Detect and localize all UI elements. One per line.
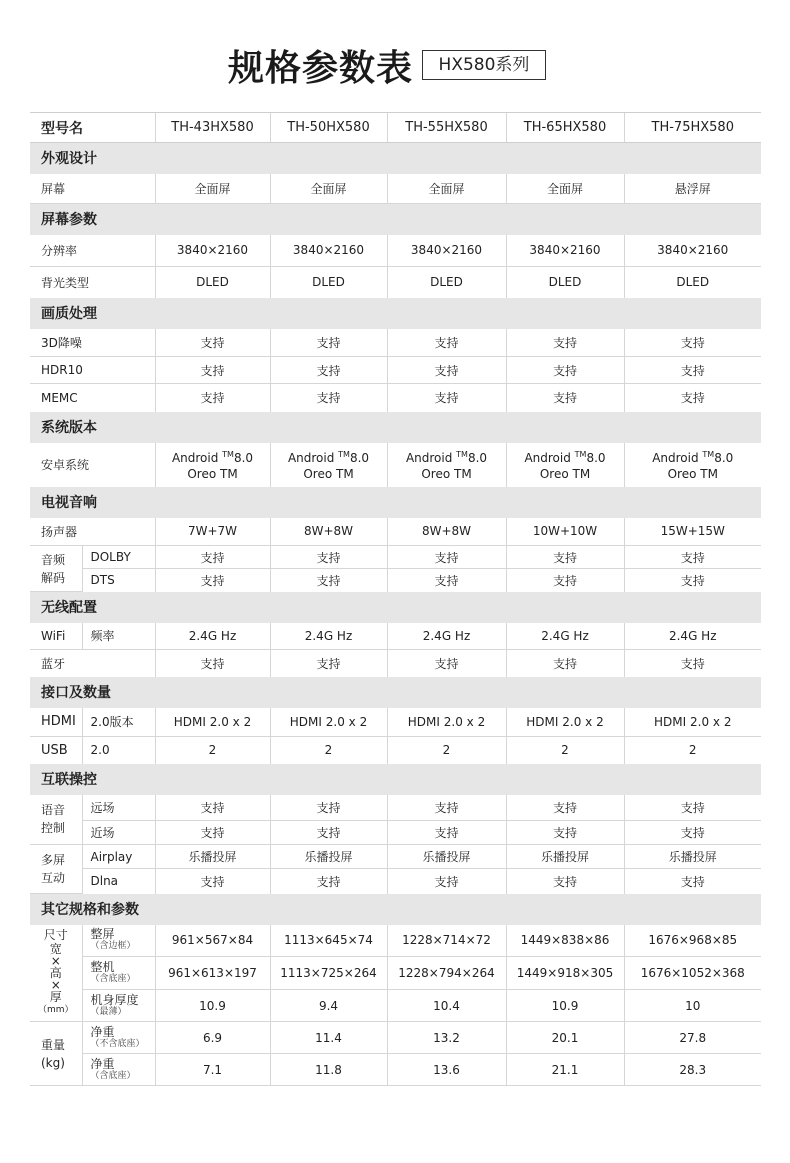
cell-value: 支持 (155, 357, 270, 384)
table-row-airplay (30, 845, 761, 869)
model-label: 型号名 (30, 113, 155, 143)
cell-value: 支持 (506, 329, 624, 357)
cell-value: 支持 (506, 650, 624, 677)
cell-value: HDMI 2.0 x 2 (387, 708, 506, 737)
cell-value: 1113×725×264 (270, 957, 387, 990)
section-title-wireless: 无线配置 (30, 592, 761, 623)
table-row-bluetooth (30, 650, 761, 677)
group-label-voice: 语音 控制 (30, 795, 82, 845)
table-row-weight-base (30, 1054, 761, 1086)
row-sublabel: 2.0版本 (82, 708, 155, 737)
cell-value: 2 (506, 737, 624, 764)
table-row-dts (30, 569, 761, 592)
cell-value: 2.4G Hz (270, 623, 387, 650)
row-sublabel: 机身厚度 （最薄） (82, 990, 155, 1022)
cell-value: 2.4G Hz (155, 623, 270, 650)
cell-value: 15W+15W (624, 518, 761, 546)
cell-value: 3840×2160 (506, 235, 624, 267)
cell-value: 支持 (506, 795, 624, 821)
cell-value: 20.1 (506, 1022, 624, 1054)
section-title-picture: 画质处理 (30, 298, 761, 329)
page-title: 规格参数表 (228, 48, 414, 89)
section-title-system: 系统版本 (30, 412, 761, 443)
section-header (30, 204, 761, 235)
cell-value: 支持 (624, 546, 761, 569)
cell-value: HDMI 2.0 x 2 (155, 708, 270, 737)
section-title-audio: 电视音响 (30, 487, 761, 518)
table-row-hdr10 (30, 357, 761, 384)
cell-value: 支持 (387, 569, 506, 592)
cell-value: 支持 (506, 357, 624, 384)
cell-value: 支持 (155, 329, 270, 357)
model-header-row (30, 113, 761, 143)
cell-value: 全面屏 (155, 174, 270, 204)
cell-value: 支持 (624, 329, 761, 357)
section-title-interaction: 互联操控 (30, 764, 761, 795)
row-label: USB (41, 742, 68, 758)
cell-value: 全面屏 (270, 174, 387, 204)
table-row-3d-nr (30, 329, 761, 357)
cell-value: Android ™8.0 Oreo TM (270, 443, 387, 487)
cell-value: 支持 (387, 546, 506, 569)
cell-value: 支持 (270, 384, 387, 412)
table-row-far-field (30, 795, 761, 821)
size-group-title: 尺寸 (43, 927, 68, 942)
cell-value: 28.3 (624, 1054, 761, 1086)
cell-value: 乐播投屏 (155, 845, 270, 869)
title-area (0, 38, 790, 94)
cell-value: 2 (270, 737, 387, 764)
section-header (30, 143, 761, 174)
cell-value: 支持 (155, 650, 270, 677)
model-name: TH-65HX580 (506, 113, 624, 143)
row-sublabel: 远场 (82, 795, 155, 821)
model-name: TH-43HX580 (155, 113, 270, 143)
cell-value: 支持 (506, 546, 624, 569)
section-title-ports: 接口及数量 (30, 677, 761, 708)
cell-value: 1228×794×264 (387, 957, 506, 990)
cell-value: 11.8 (270, 1054, 387, 1086)
cell-value: 2 (155, 737, 270, 764)
cell-value: 2 (624, 737, 761, 764)
section-header (30, 487, 761, 518)
row-label: WiFi (30, 623, 82, 650)
cell-value: 支持 (624, 357, 761, 384)
table-row-near-field (30, 821, 761, 845)
table-row-memc (30, 384, 761, 412)
row-label: 背光类型 (41, 275, 90, 290)
cell-value: 3840×2160 (270, 235, 387, 267)
cell-value: 支持 (387, 795, 506, 821)
cell-value: HDMI 2.0 x 2 (624, 708, 761, 737)
cell-value: 支持 (270, 650, 387, 677)
cell-value: 支持 (506, 869, 624, 894)
group-label-decode: 音频 解码 (30, 546, 82, 592)
cell-value: 1449×838×86 (506, 925, 624, 957)
cell-value: 3840×2160 (624, 235, 761, 267)
row-sublabel: 整机 （含底座） (82, 957, 155, 990)
cell-value: 全面屏 (387, 174, 506, 204)
cell-value: 3840×2160 (387, 235, 506, 267)
group-label-weight: 重量 (kg) (30, 1022, 82, 1086)
table-row-android (30, 443, 761, 487)
cell-value: 7W+7W (155, 518, 270, 546)
table-row-wifi (30, 623, 761, 650)
cell-value: 1676×1052×368 (624, 957, 761, 990)
cell-value: 支持 (270, 569, 387, 592)
cell-value: 乐播投屏 (624, 845, 761, 869)
cell-value: 2 (387, 737, 506, 764)
cell-value: 支持 (270, 821, 387, 845)
row-label: HDMI (30, 708, 82, 737)
cell-value: DLED (624, 267, 761, 298)
cell-value: Android ™8.0 Oreo TM (506, 443, 624, 487)
row-sublabel: 净重 （含底座） (82, 1054, 155, 1086)
row-sublabel: 整屏 （含边框） (82, 925, 155, 957)
row-sublabel: 2.0 (82, 737, 155, 764)
row-sublabel: DOLBY (82, 546, 155, 569)
cell-value: 7.1 (155, 1054, 270, 1086)
table-row-hdmi (30, 708, 761, 737)
model-name: TH-55HX580 (387, 113, 506, 143)
size-group-unit: （mm） (37, 1004, 74, 1015)
row-sublabel: 净重 （不含底座） (82, 1022, 155, 1054)
cell-value: 2.4G Hz (624, 623, 761, 650)
cell-value: HDMI 2.0 x 2 (506, 708, 624, 737)
table-row-thickness (30, 990, 761, 1022)
cell-value: 支持 (624, 821, 761, 845)
cell-value: 支持 (155, 795, 270, 821)
cell-value: 10W+10W (506, 518, 624, 546)
cell-value: 961×567×84 (155, 925, 270, 957)
table-row-speaker (30, 518, 761, 546)
table-row-backlight (30, 267, 761, 298)
cell-value: 悬浮屏 (624, 174, 761, 204)
section-header (30, 894, 761, 925)
cell-value: 13.2 (387, 1022, 506, 1054)
cell-value: 支持 (624, 569, 761, 592)
row-sublabel: Dlna (82, 869, 155, 894)
row-label: 蓝牙 (41, 656, 66, 671)
row-label: MEMC (41, 390, 78, 405)
cell-value: 支持 (624, 795, 761, 821)
cell-value: 10.4 (387, 990, 506, 1022)
row-label: 分辨率 (30, 235, 155, 267)
section-title-other: 其它规格和参数 (30, 894, 761, 925)
cell-value: Android ™8.0 Oreo TM (387, 443, 506, 487)
cell-value: 支持 (506, 821, 624, 845)
cell-value: 乐播投屏 (506, 845, 624, 869)
cell-value: 全面屏 (506, 174, 624, 204)
cell-value: 乐播投屏 (270, 845, 387, 869)
cell-value: 8W+8W (387, 518, 506, 546)
cell-value: 支持 (624, 869, 761, 894)
cell-value: 9.4 (270, 990, 387, 1022)
cell-value: 支持 (624, 384, 761, 412)
table-row-screen (30, 174, 761, 204)
cell-value: 支持 (387, 384, 506, 412)
table-row-size-bezel (30, 925, 761, 957)
row-label: 安卓系统 (41, 458, 90, 472)
cell-value: 2.4G Hz (387, 623, 506, 650)
cell-value: DLED (387, 267, 506, 298)
cell-value: 27.8 (624, 1022, 761, 1054)
cell-value: 支持 (506, 569, 624, 592)
spec-table (30, 112, 761, 1086)
row-sublabel: DTS (82, 569, 155, 592)
model-name: TH-50HX580 (270, 113, 387, 143)
cell-value: DLED (506, 267, 624, 298)
cell-value: 支持 (387, 650, 506, 677)
cell-value: 支持 (270, 869, 387, 894)
cell-value: 支持 (270, 357, 387, 384)
model-name: TH-75HX580 (624, 113, 761, 143)
section-title-screen-params: 屏幕参数 (30, 204, 761, 235)
cell-value: DLED (155, 267, 270, 298)
table-row-weight-nobase (30, 1022, 761, 1054)
row-sublabel: 频率 (82, 623, 155, 650)
cell-value: 2.4G Hz (506, 623, 624, 650)
section-header (30, 764, 761, 795)
table-row-resolution (30, 235, 761, 267)
cell-value: 支持 (270, 795, 387, 821)
cell-value: 8W+8W (270, 518, 387, 546)
row-label: 扬声器 (30, 518, 155, 546)
row-label: 屏幕 (30, 174, 155, 204)
cell-value: 支持 (387, 357, 506, 384)
size-group-axes: 宽 × 高 × 厚 (49, 941, 62, 1004)
cell-value: HDMI 2.0 x 2 (270, 708, 387, 737)
row-label: 3D降噪 (30, 329, 155, 357)
table-row-dolby (30, 546, 761, 569)
cell-value: 支持 (155, 384, 270, 412)
table-row-usb (30, 737, 761, 764)
table-row-dlna (30, 869, 761, 894)
cell-value: DLED (270, 267, 387, 298)
section-header (30, 412, 761, 443)
series-badge: HX580系列 (422, 50, 546, 80)
row-sublabel: Airplay (82, 845, 155, 869)
cell-value: 支持 (155, 821, 270, 845)
cell-value: 21.1 (506, 1054, 624, 1086)
cell-value: 3840×2160 (155, 235, 270, 267)
section-title-design: 外观设计 (30, 143, 761, 174)
cell-value: 6.9 (155, 1022, 270, 1054)
cell-value: 支持 (624, 650, 761, 677)
section-header (30, 677, 761, 708)
row-label: HDR10 (30, 357, 155, 384)
cell-value: 支持 (387, 869, 506, 894)
cell-value: 10 (624, 990, 761, 1022)
cell-value: 支持 (387, 821, 506, 845)
cell-value: 乐播投屏 (387, 845, 506, 869)
section-header (30, 298, 761, 329)
group-label-multiscreen: 多屏 互动 (30, 845, 82, 894)
table-row-size-base (30, 957, 761, 990)
cell-value: 1228×714×72 (387, 925, 506, 957)
cell-value: 支持 (387, 329, 506, 357)
cell-value: 1676×968×85 (624, 925, 761, 957)
cell-value: 支持 (270, 546, 387, 569)
cell-value: Android ™8.0 Oreo TM (624, 443, 761, 487)
cell-value: 支持 (270, 329, 387, 357)
cell-value: 支持 (155, 869, 270, 894)
cell-value: 10.9 (506, 990, 624, 1022)
cell-value: Android ™8.0 Oreo TM (155, 443, 270, 487)
cell-value: 1113×645×74 (270, 925, 387, 957)
cell-value: 支持 (506, 384, 624, 412)
cell-value: 961×613×197 (155, 957, 270, 990)
cell-value: 13.6 (387, 1054, 506, 1086)
cell-value: 1449×918×305 (506, 957, 624, 990)
row-sublabel: 近场 (82, 821, 155, 845)
cell-value: 11.4 (270, 1022, 387, 1054)
group-label-size (30, 925, 82, 1022)
cell-value: 10.9 (155, 990, 270, 1022)
cell-value: 支持 (155, 546, 270, 569)
cell-value: 支持 (155, 569, 270, 592)
section-header (30, 592, 761, 623)
